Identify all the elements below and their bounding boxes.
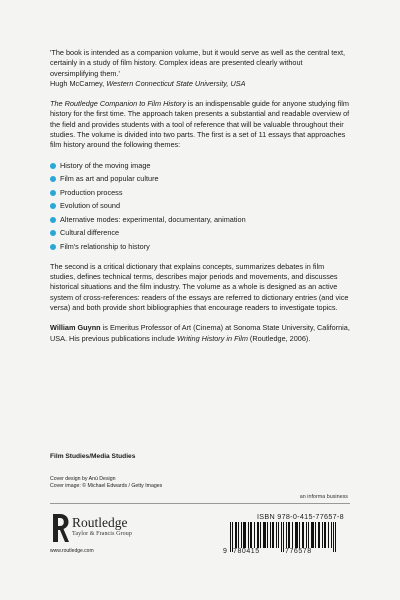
book-title: The Routledge Companion to Film History — [50, 99, 186, 109]
author-bio: William Guynn is Emeritus Professor of Art (Cinema) at Sonoma State University, California, USA. His previous publications include Writing History in Film (Routledge, 2006). — [50, 323, 350, 343]
list-item: Evolution of sound — [50, 201, 350, 211]
divider — [50, 503, 350, 504]
bullet-icon — [50, 217, 56, 223]
cover-design-credit: Cover design by Anú Design — [50, 476, 116, 482]
publisher-url[interactable]: www.routledge.com — [50, 548, 94, 554]
bullet-icon — [50, 244, 56, 250]
bullet-icon — [50, 163, 56, 169]
bullet-icon — [50, 203, 56, 209]
barcode-digits-right: 776578 — [285, 548, 312, 555]
routledge-r-icon — [50, 512, 70, 544]
review-quote — [50, 48, 350, 89]
barcode-digits-left: 780415 — [233, 548, 260, 555]
list-item: Film's relationship to history — [50, 242, 350, 252]
bullet-icon — [50, 190, 56, 196]
subject-category: Film Studies/Media Studies — [50, 453, 136, 460]
publisher-name: Routledge — [72, 515, 128, 530]
barcode — [221, 510, 350, 563]
bullet-icon — [50, 230, 56, 236]
themes-list — [50, 161, 350, 252]
intro-paragraph: The Routledge Companion to Film History is an indispensable guide for anyone studying film history for the first time. The approach taken presents a substantial and readable overview of the field and provides students with a tool of reference that will be valuable throughout their studies. The volume is divided into two parts. The first is a set of 11 essays that approaches film history around the following themes: — [50, 99, 350, 150]
list-item: Film as art and popular culture — [50, 174, 350, 184]
dictionary-paragraph: The second is a critical dictionary that explains concepts, summarizes debates in film studies, defines technical terms, describes major periods and movements, and discusses historical situations and the film industry. The volume as a whole is designed as an active system of cross-references: readers of the essays are referred to dictionary entries (and vice versa) and both provide short bibliographies that encourage readers to investigate topics. — [50, 261, 349, 313]
bullet-icon — [50, 176, 56, 182]
publisher-group: Taylor & Francis Group — [72, 531, 132, 537]
barcode-digit-prefix: 9 — [223, 548, 228, 555]
quote-source: Hugh McCarney, Western Connecticut State University, USA — [50, 78, 246, 88]
informa-tagline: an informa business — [299, 494, 348, 500]
list-item: Production process — [50, 188, 350, 198]
body-text — [50, 48, 350, 354]
cover-credits — [50, 476, 162, 490]
quote-text: 'The book is intended as a companion volume, but it would serve as well as the central text, certainly in a study of film history. Complex ideas are presented clearly without oversimplifying them.' — [50, 48, 346, 78]
list-item: Alternative modes: experimental, documentary, animation — [50, 215, 350, 225]
author-name: William Guynn — [50, 323, 101, 333]
list-item: Cultural difference — [50, 228, 350, 238]
list-item: History of the moving image — [50, 161, 350, 171]
isbn-label: ISBN 978-0-415-77657-8 — [257, 512, 344, 521]
publisher-logo — [50, 512, 145, 545]
cover-image-credit: Cover image: © Michael Edwards / Getty Images — [50, 483, 163, 489]
